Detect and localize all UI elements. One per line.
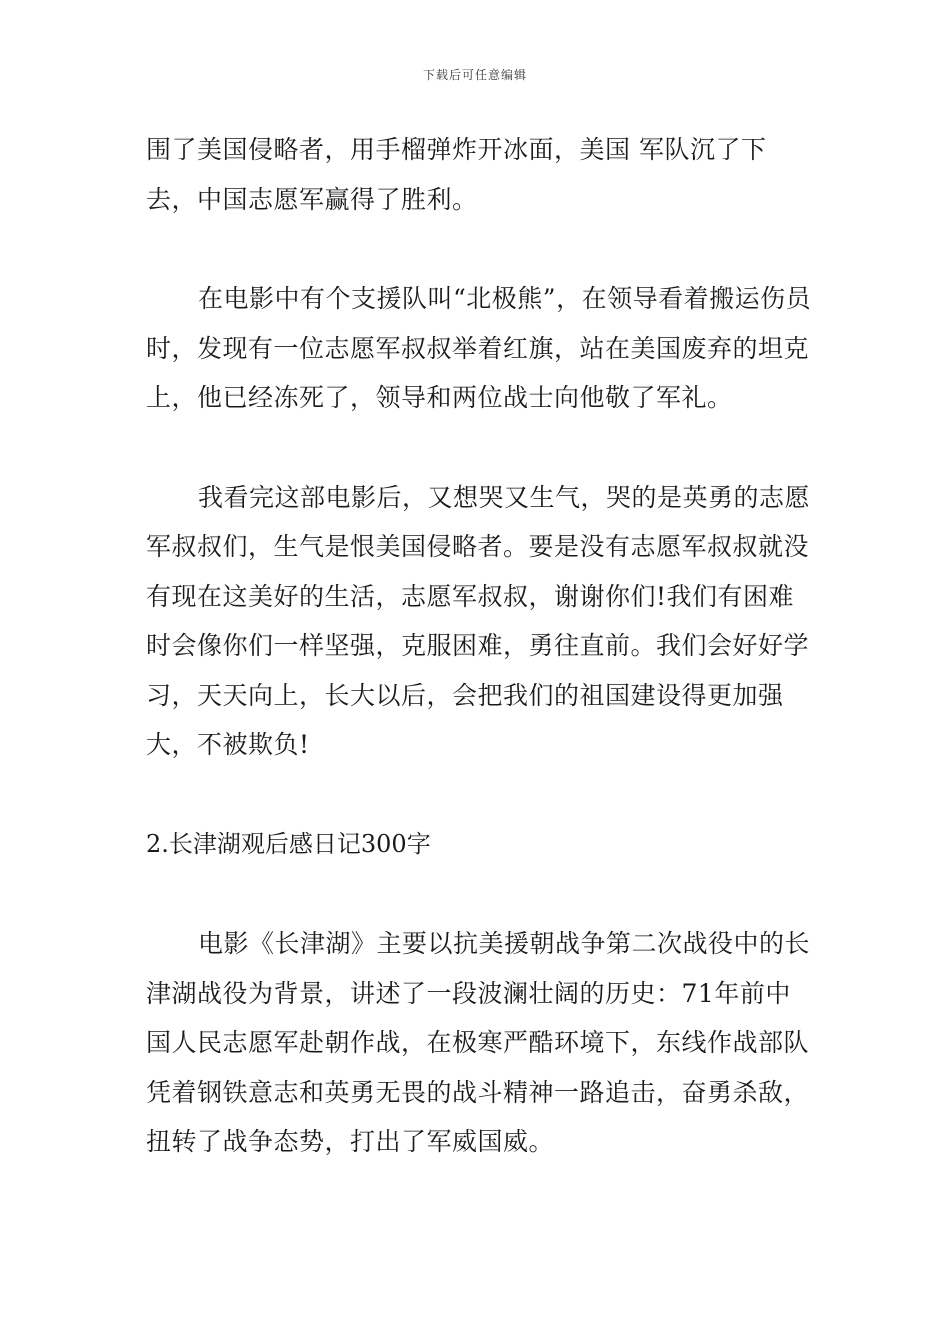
page-header-note: 下载后可任意编辑 — [422, 68, 527, 82]
paragraph-gap — [146, 423, 816, 473]
document-body — [146, 125, 816, 1167]
paragraph-4: 电影《长津湖》主要以抗美援朝战争第二次战役中的长津湖战役为背景，讲述了一段波澜壮阔的历史：71年前中国人民志愿军赴朝作战，在极寒严酷环境下，东线作战部队凭着钢铁意志和英勇无畏的战斗精神一路追击，奋勇杀敌，扭转了战争态势，打出了军威国威。 — [146, 929, 811, 1156]
paragraph-gap — [146, 869, 816, 919]
paragraph-3: 我看完这部电影后，又想哭又生气，哭的是英勇的志愿军叔叔们，生气是恨美国侵略者。要是没有志愿军叔叔就没有现在这美好的生活，志愿军叔叔，谢谢你们!我们有困难时会像你们一样坚强，克服困难，勇往直前。我们会好好学习，天天向上，长大以后，会把我们的祖国建设得更加强大，不被欺负! — [146, 482, 811, 759]
section-heading: 2.长津湖观后感日记300字 — [146, 829, 431, 858]
paragraph-gap — [146, 224, 816, 274]
paragraph-1: 围了美国侵略者，用手榴弹炸开冰面，美国 军队沉了下去，中国志愿军赢得了胜利。 — [146, 135, 767, 214]
paragraph-2: 在电影中有个支援队叫“北极熊”，在领导看着搬运伤员时，发现有一位志愿军叔叔举着红旗，站在美国废弃的坦克上，他已经冻死了，领导和两位战士向他敬了军礼。 — [146, 284, 812, 412]
paragraph-gap — [146, 770, 816, 820]
